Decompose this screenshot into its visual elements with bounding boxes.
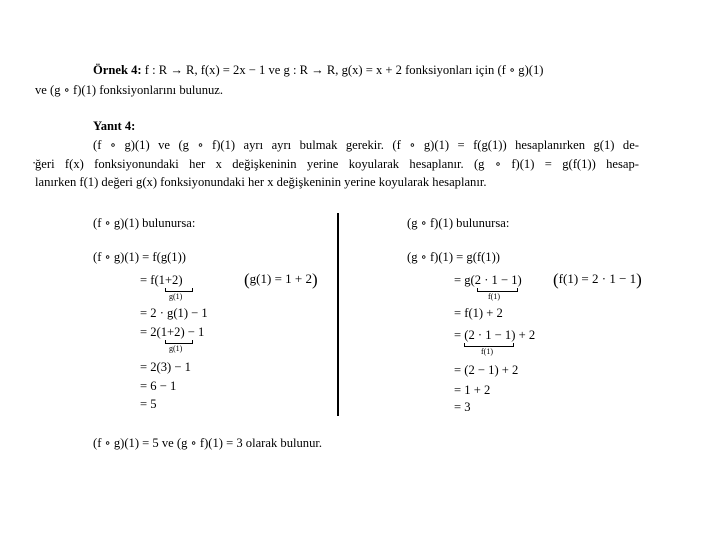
answer-paragraph-line-3: lanırken f(1) değeri g(x) fonksiyonundaki her x değişkeninin yerine koyularak hesaplanır. — [35, 175, 487, 189]
right-step-2-brace-label: f(1) — [488, 292, 500, 301]
right-step-7: = 3 — [454, 400, 471, 414]
left-step-4-brace-label: g(1) — [169, 344, 183, 353]
left-step-7: = 5 — [140, 397, 157, 411]
right-note: (f(1) = 2 · 1 − 1) — [553, 270, 642, 289]
example-label: Örnek 4: — [93, 63, 142, 77]
left-step-2-brace-label: g(1) — [169, 292, 183, 301]
right-heading: (g ∘ f)(1) bulunursa: — [407, 216, 510, 230]
left-step-4-braced: 1+2 — [160, 325, 181, 339]
right-step-1: (g ∘ f)(1) = g(f(1)) — [407, 250, 500, 264]
example-line-2: ve (g ∘ f)(1) fonksiyonlarını bulunuz. — [35, 83, 224, 97]
left-step-6: = 6 − 1 — [140, 379, 177, 393]
answer-paragraph-line-1: (f ∘ g)(1) ve (g ∘ f)(1) ayrı ayrı bulmak gerekir. (f ∘ g)(1) = f(g(1)) hesaplanırken g(1) de- — [93, 138, 639, 152]
left-step-1: (f ∘ g)(1) = f(g(1)) — [93, 250, 186, 264]
right-step-2-braced: 2 · 1 − 1 — [474, 273, 518, 287]
example-text-1: f : R → R, f(x) = 2x − 1 ve g : R → R, g(x) = x + 2 fonksiyonları için (f ∘ g)(1) — [144, 63, 544, 77]
left-note: (g(1) = 1 + 2) — [244, 270, 318, 289]
right-step-4-braced: 2 · 1 − 1 — [468, 328, 512, 342]
stray-mark: · — [32, 156, 37, 170]
answer-label: Yanıt 4: — [93, 119, 136, 133]
right-step-2: = g(2 · 1 − 1) — [454, 273, 522, 287]
conclusion: (f ∘ g)(1) = 5 ve (g ∘ f)(1) = 3 olarak bulunur. — [93, 436, 323, 450]
right-step-6: = 1 + 2 — [454, 383, 491, 397]
example-line-1 — [93, 62, 543, 78]
right-step-5: = (2 − 1) + 2 — [454, 363, 519, 377]
left-step-2-braced: 1+2 — [158, 273, 179, 287]
left-step-3: = 2 · g(1) − 1 — [140, 306, 208, 320]
left-heading: (f ∘ g)(1) bulunursa: — [93, 216, 196, 230]
right-step-3: = f(1) + 2 — [454, 306, 503, 320]
column-divider — [337, 213, 339, 416]
answer-paragraph-line-2: ğeri f(x) fonksiyonundaki her x değişkeninin yerine koyularak hesaplanır. (g ∘ f)(1) = g(f(1)) hesap- — [35, 157, 639, 171]
left-step-2: = f(1+2) — [140, 273, 183, 287]
right-step-4-brace-label: f(1) — [481, 347, 493, 356]
left-step-5: = 2(3) − 1 — [140, 360, 191, 374]
left-step-4: = 2(1+2) − 1 — [140, 325, 205, 339]
right-step-4: = (2 · 1 − 1) + 2 — [454, 328, 536, 342]
